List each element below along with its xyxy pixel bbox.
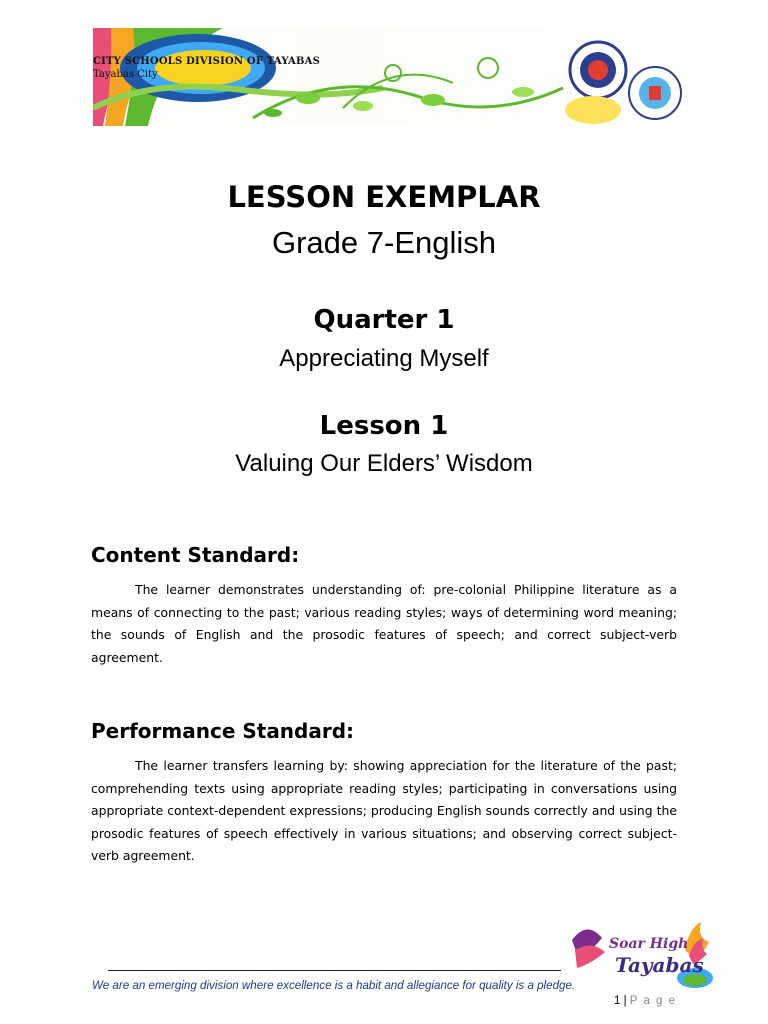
lesson-heading: Lesson 1 bbox=[319, 411, 449, 441]
quarter-heading: Quarter 1 bbox=[313, 305, 455, 335]
grade-subject: Grade 7-English bbox=[271, 225, 496, 260]
footer-motto: We are an emerging division where excellence is a habit and allegiance for quality is a pledge. bbox=[92, 979, 576, 992]
footer-rule bbox=[108, 970, 561, 971]
performance-standard-text: The learner transfers learning by: showing appreciation for the literature of the past; comprehending texts using appropriate reading styles; participating in conversations using appropriate context-dependent expressions; producing English sounds correctly and using the prosodic features of speech effectively in various situations; and observing correct subject-verb agreement. bbox=[91, 758, 677, 863]
page-separator: | bbox=[620, 995, 630, 1007]
logo-tayabas: Tayabas bbox=[615, 953, 704, 977]
logo-soar-high: Soar High bbox=[609, 936, 689, 952]
performance-standard-heading: Performance Standard: bbox=[91, 719, 355, 743]
content-standard-text: The learner demonstrates understanding of: pre-colonial Philippine literature as a means of connecting to the past; various reading styles; ways of determining word meaning; the sounds of English and the prosodic features of speech; and correct subject-verb agreement. bbox=[91, 582, 677, 665]
lesson-title: Valuing Our Elders’ Wisdom bbox=[235, 450, 533, 477]
division-name: CITY SCHOOLS DIVISION OF TAYABAS bbox=[93, 56, 321, 67]
banner-artwork bbox=[93, 28, 690, 126]
content-standard-heading: Content Standard: bbox=[91, 543, 300, 567]
page-number bbox=[614, 995, 677, 1007]
page-label: P a g e bbox=[629, 995, 677, 1007]
quarter-theme: Appreciating Myself bbox=[279, 345, 489, 372]
header-banner bbox=[93, 28, 690, 126]
soar-high-tayabas-logo bbox=[567, 920, 717, 992]
page-number-value: 1 bbox=[614, 995, 621, 1007]
city-name: Tayabas City bbox=[93, 69, 158, 80]
document-title: LESSON EXEMPLAR bbox=[227, 180, 541, 214]
